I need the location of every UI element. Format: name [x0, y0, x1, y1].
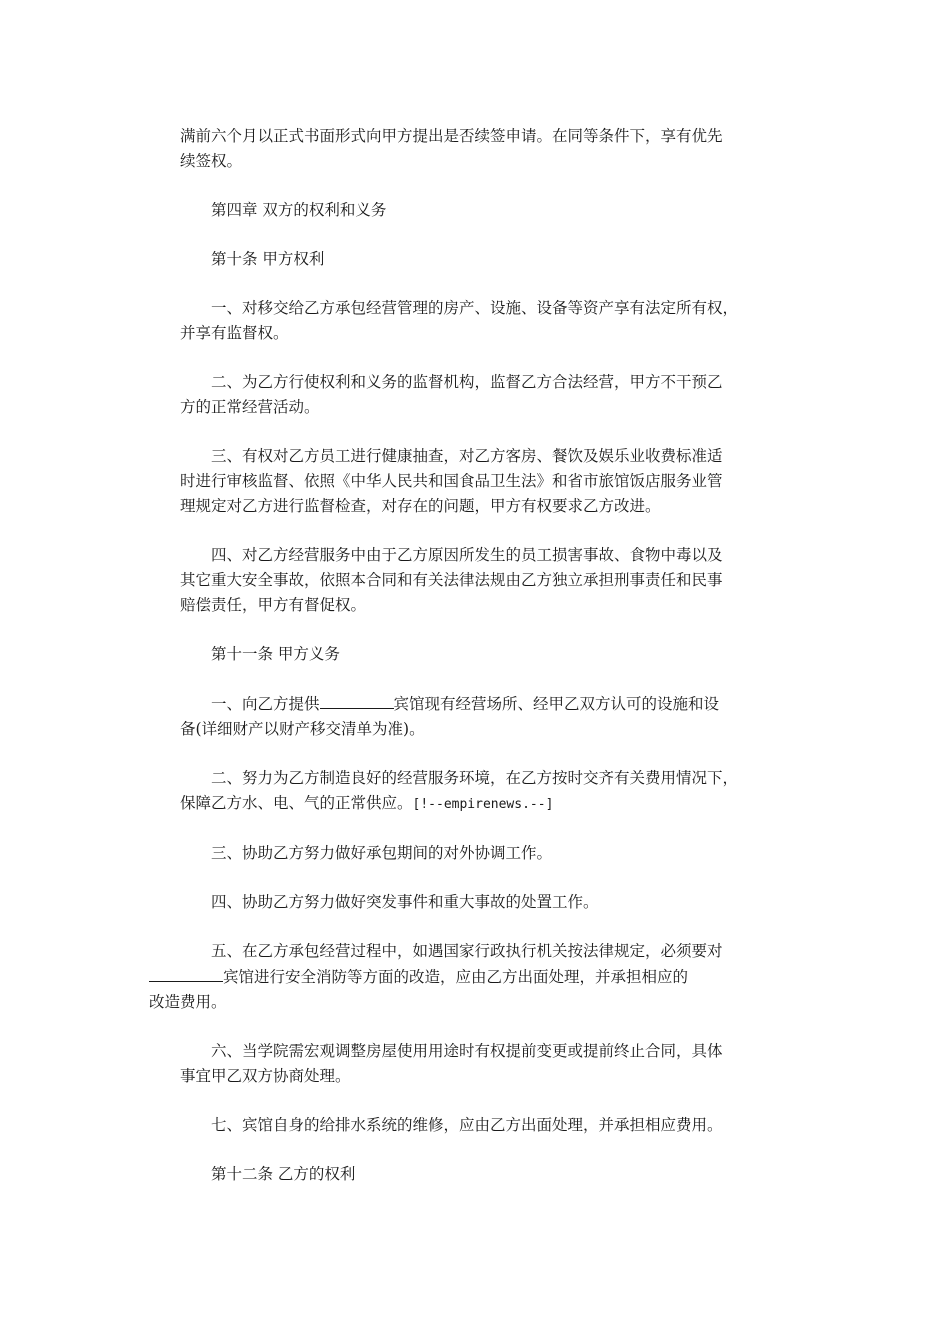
- text-segment: 宾馆进行安全消防等方面的改造，应由乙方出面处理，并承担相应的: [223, 968, 689, 986]
- text-line: 改造费用。: [149, 993, 227, 1011]
- article-heading-11: 第十一条 甲方义务: [211, 645, 340, 663]
- text-line: 四、对乙方经营服务中由于乙方原因所发生的员工损害事故、食物中毒以及: [211, 546, 723, 564]
- text-line: 续签权。: [180, 152, 243, 170]
- article-11-clause-5: [149, 939, 780, 1015]
- article-11-clause-2: [180, 766, 780, 817]
- text-line: 其它重大安全事故，依照本合同和有关法律法规由乙方独立承担刑事责任和民事: [180, 571, 723, 589]
- chapter-heading: 第四章 双方的权利和义务: [211, 201, 387, 219]
- text-segment: 一、向乙方提供: [211, 695, 320, 713]
- text-line: 满前六个月以正式书面形式向甲方提出是否续签申请。在同等条件下，享有优先: [180, 127, 723, 145]
- text-line: 二、为乙方行使权利和义务的监督机构，监督乙方合法经营，甲方不干预乙: [211, 373, 723, 391]
- article-10-clause-2: [180, 370, 780, 420]
- template-tag: [!--empirenews.--]: [412, 797, 554, 812]
- paragraph-renewal-continued: [180, 124, 780, 174]
- document-body: [149, 124, 780, 1211]
- text-line: 三、有权对乙方员工进行健康抽查，对乙方客房、餐饮及娱乐业收费标准适: [211, 447, 723, 465]
- fill-in-blank: [149, 964, 223, 982]
- text-line: 备(详细财产以财产移交清单为准)。: [180, 720, 425, 738]
- article-10-clause-3: [180, 444, 780, 519]
- text-segment: 保障乙方水、电、气的正常供应。: [180, 794, 413, 812]
- text-line: 六、当学院需宏观调整房屋使用用途时有权提前变更或提前终止合同，具体: [211, 1042, 723, 1060]
- article-11-clause-1: [180, 691, 780, 742]
- text-line: 五、在乙方承包经营过程中，如遇国家行政执行机关按法律规定，必须要对: [211, 942, 723, 960]
- article-11-clause-6: [180, 1039, 780, 1089]
- article-11-clause-3: 三、协助乙方努力做好承包期间的对外协调工作。: [211, 844, 553, 862]
- text-line: 时进行审核监督、依照《中华人民共和国食品卫生法》和省市旅馆饭店服务业管: [180, 472, 723, 490]
- text-line: 并享有监督权。: [180, 324, 289, 342]
- text-line: 方的正常经营活动。: [180, 398, 320, 416]
- text-line: 二、努力为乙方制造良好的经营服务环境，在乙方按时交齐有关费用情况下，: [211, 769, 739, 787]
- article-11-clause-4: 四、协助乙方努力做好突发事件和重大事故的处置工作。: [211, 893, 599, 911]
- article-11-clause-7: 七、宾馆自身的给排水系统的维修，应由乙方出面处理，并承担相应费用。: [211, 1116, 723, 1134]
- fill-in-blank: [320, 691, 394, 709]
- text-line: 赔偿责任，甲方有督促权。: [180, 596, 367, 614]
- article-10-clause-1: [180, 296, 780, 346]
- text-line: 事宜甲乙双方协商处理。: [180, 1067, 351, 1085]
- text-line: 一、对移交给乙方承包经营管理的房产、设施、设备等资产享有法定所有权，: [211, 299, 739, 317]
- text-line: 理规定对乙方进行监督检查，对存在的问题，甲方有权要求乙方改进。: [180, 497, 661, 515]
- article-10-clause-4: [180, 543, 780, 618]
- article-heading-12: 第十二条 乙方的权利: [211, 1165, 356, 1183]
- article-heading-10: 第十条 甲方权利: [211, 250, 325, 268]
- text-segment: 宾馆现有经营场所、经甲乙双方认可的设施和设: [393, 695, 720, 713]
